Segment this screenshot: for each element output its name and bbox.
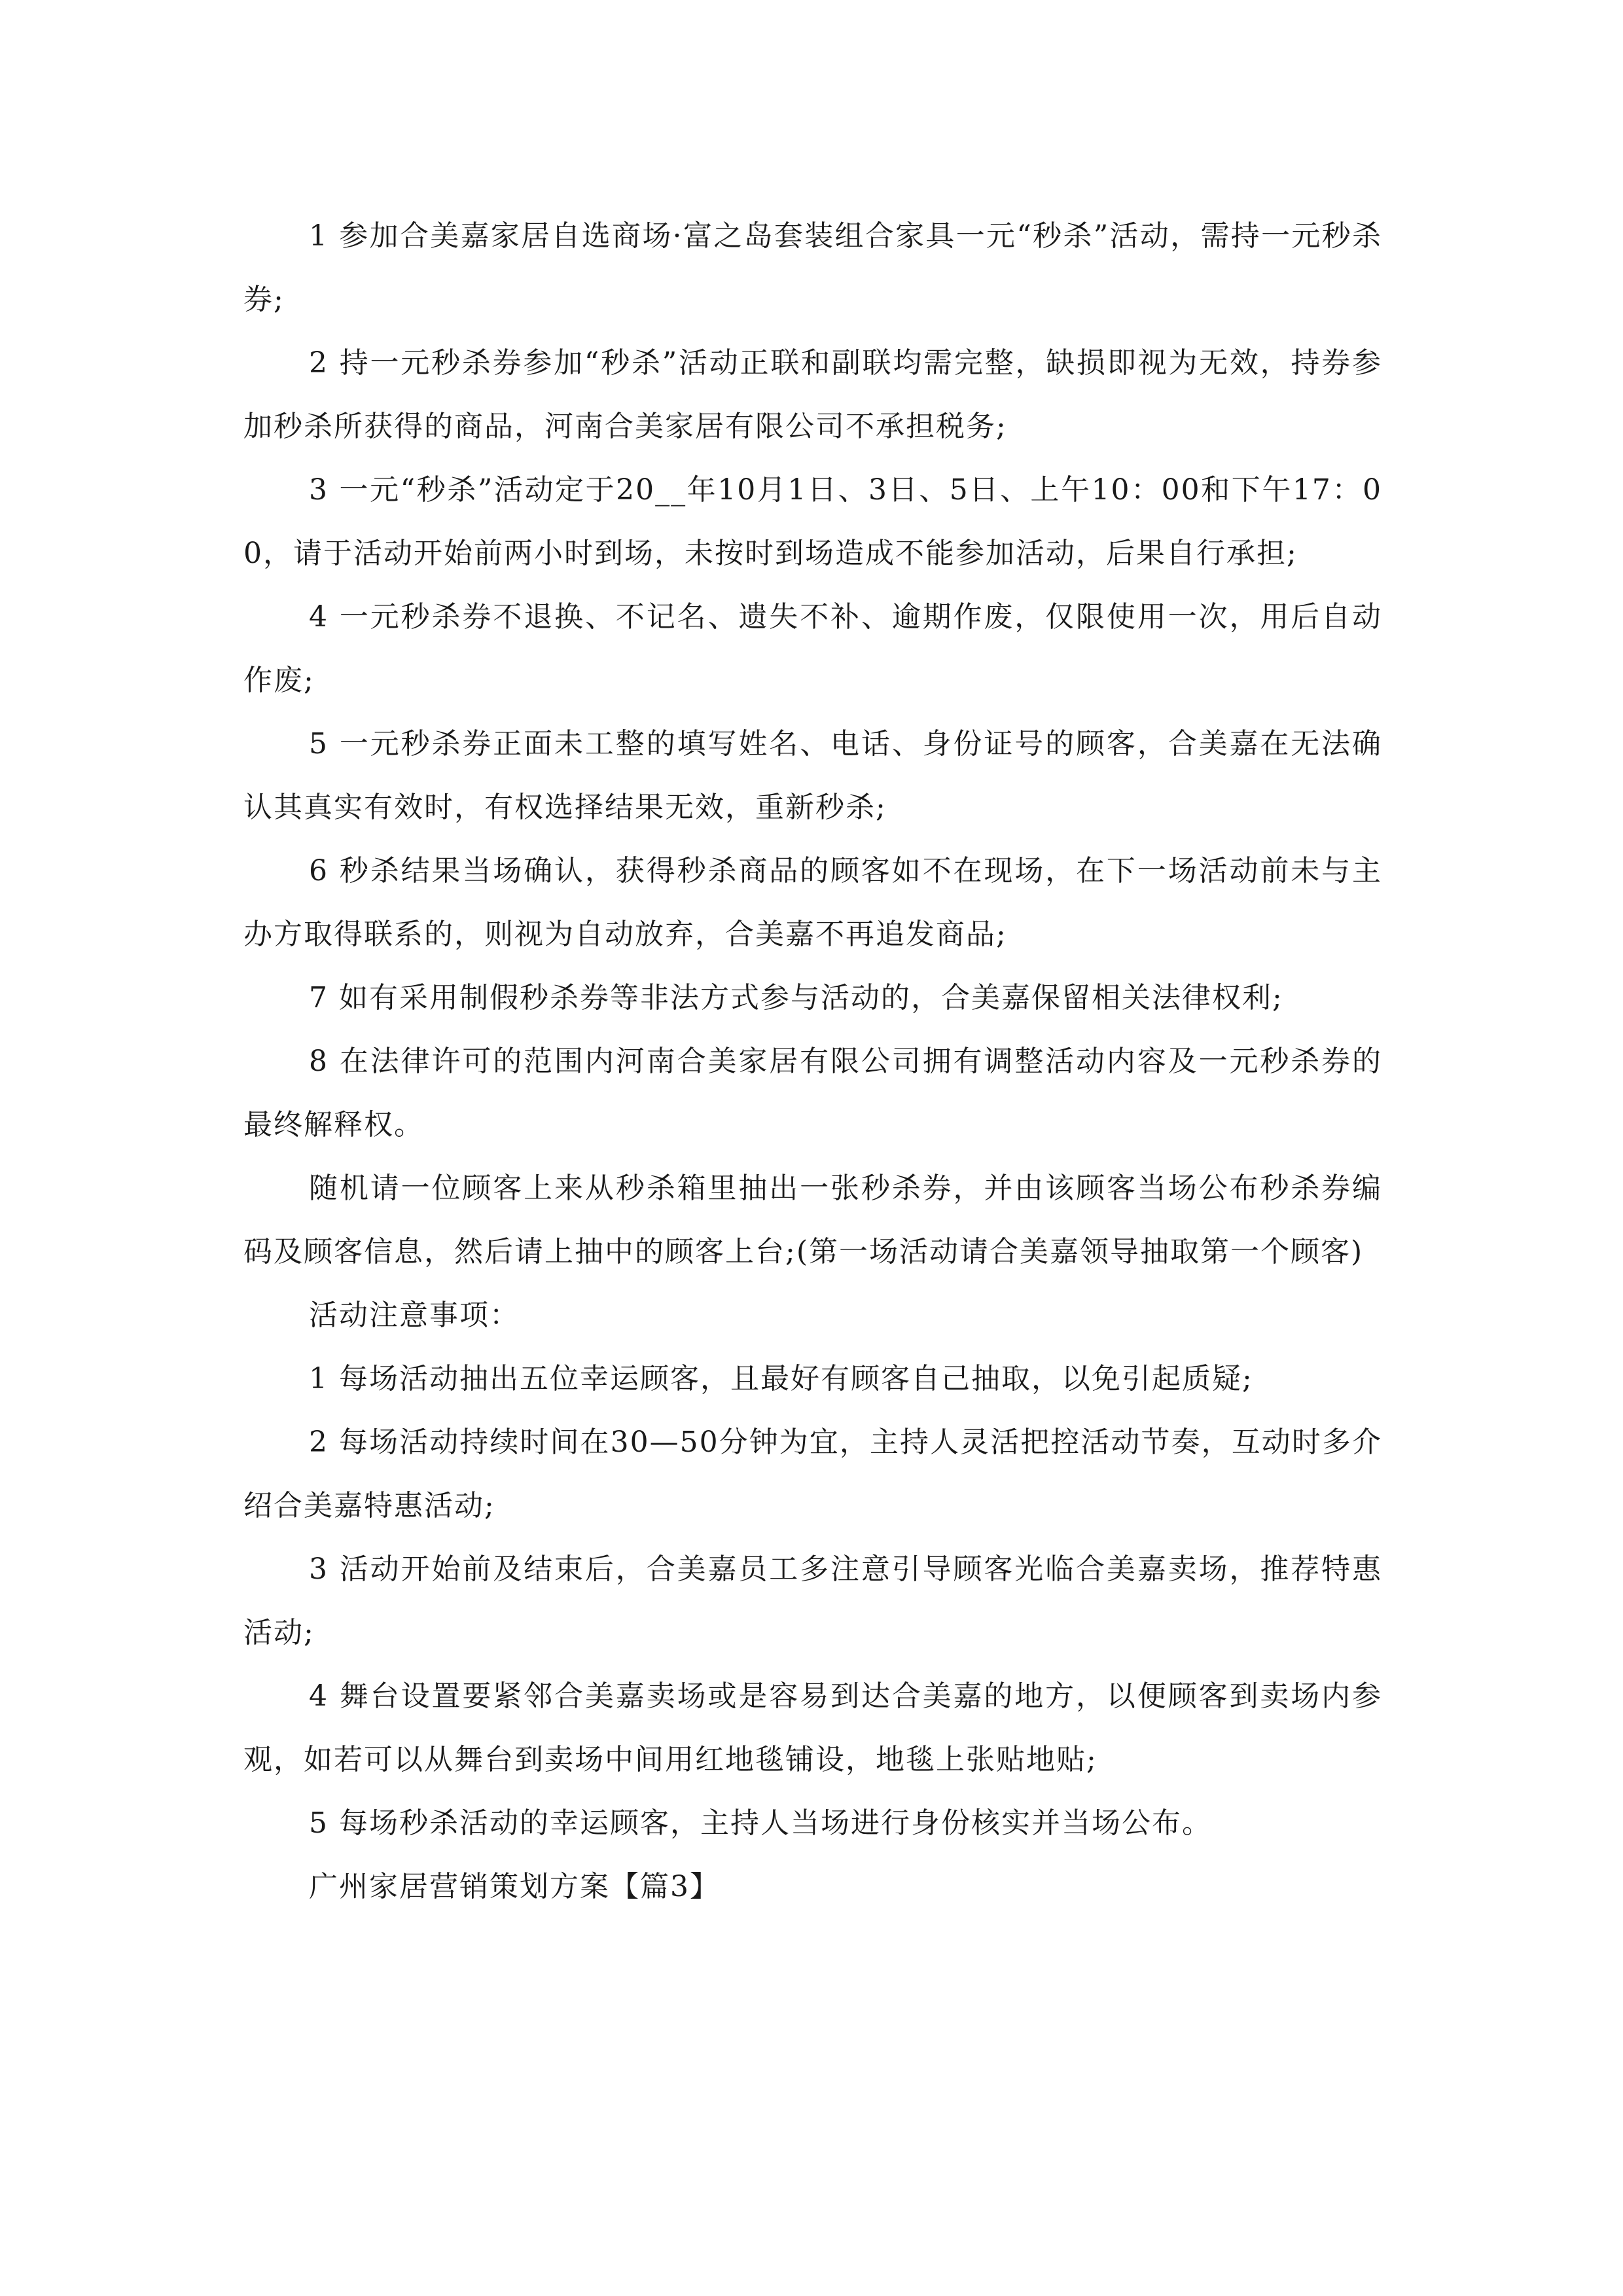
rule-8-paragraph: 8 在法律许可的范围内河南合美家居有限公司拥有调整活动内容及一元秒杀券的最终解释权。 [243,1045,1382,1141]
document-body [243,204,1382,1918]
note-4-paragraph: 4 舞台设置要紧邻合美嘉卖场或是容易到达合美嘉的地方，以便顾客到卖场内参观，如若可以从舞台到卖场中间用红地毯铺设，地毯上张贴地贴; [243,1679,1382,1776]
note-3-paragraph: 3 活动开始前及结束后，合美嘉员工多注意引导顾客光临合美嘉卖场，推荐特惠活动; [243,1552,1382,1649]
rule-3-paragraph: 3 一元“秒杀”活动定于20__年10月1日、3日、5日、上午10：00和下午17：00，请于活动开始前两小时到场，未按时到场造成不能参加活动，后果自行承担; [243,473,1382,570]
draw-procedure-paragraph: 随机请一位顾客上来从秒杀箱里抽出一张秒杀券，并由该顾客当场公布秒杀券编码及顾客信息，然后请上抽中的顾客上台;(第一场活动请合美嘉领导抽取第一个顾客) [243,1172,1382,1268]
note-2-paragraph: 2 每场活动持续时间在30—50分钟为宜，主持人灵活把控活动节奏，互动时多介绍合美嘉特惠活动; [243,1426,1382,1522]
notes-heading: 活动注意事项： [309,1299,520,1332]
rule-6-paragraph: 6 秒杀结果当场确认，获得秒杀商品的顾客如不在现场，在下一场活动前未与主办方取得联系的，则视为自动放弃，合美嘉不再追发商品; [243,854,1382,951]
rule-7-paragraph: 7 如有采用制假秒杀券等非法方式参与活动的，合美嘉保留相关法律权利; [309,981,1283,1014]
note-5-paragraph: 5 每场秒杀活动的幸运顾客，主持人当场进行身份核实并当场公布。 [309,1806,1212,1840]
rule-5-paragraph: 5 一元秒杀券正面未工整的填写姓名、电话、身份证号的顾客，合美嘉在无法确认其真实有效时，有权选择结果无效，重新秒杀; [243,727,1382,824]
note-1-paragraph: 1 每场活动抽出五位幸运顾客，且最好有顾客自己抽取，以免引起质疑; [309,1362,1253,1395]
section-title: 广州家居营销策划方案【篇3】 [309,1870,720,1903]
rule-4-paragraph: 4 一元秒杀券不退换、不记名、遗失不补、逾期作废，仅限使用一次，用后自动作废; [243,600,1382,697]
rule-1-paragraph: 1 参加合美嘉家居自选商场·富之岛套装组合家具一元“秒杀”活动，需持一元秒杀券; [243,219,1382,316]
rule-2-paragraph: 2 持一元秒杀券参加“秒杀”活动正联和副联均需完整，缺损即视为无效，持券参加秒杀所获得的商品，河南合美家居有限公司不承担税务; [243,346,1382,443]
